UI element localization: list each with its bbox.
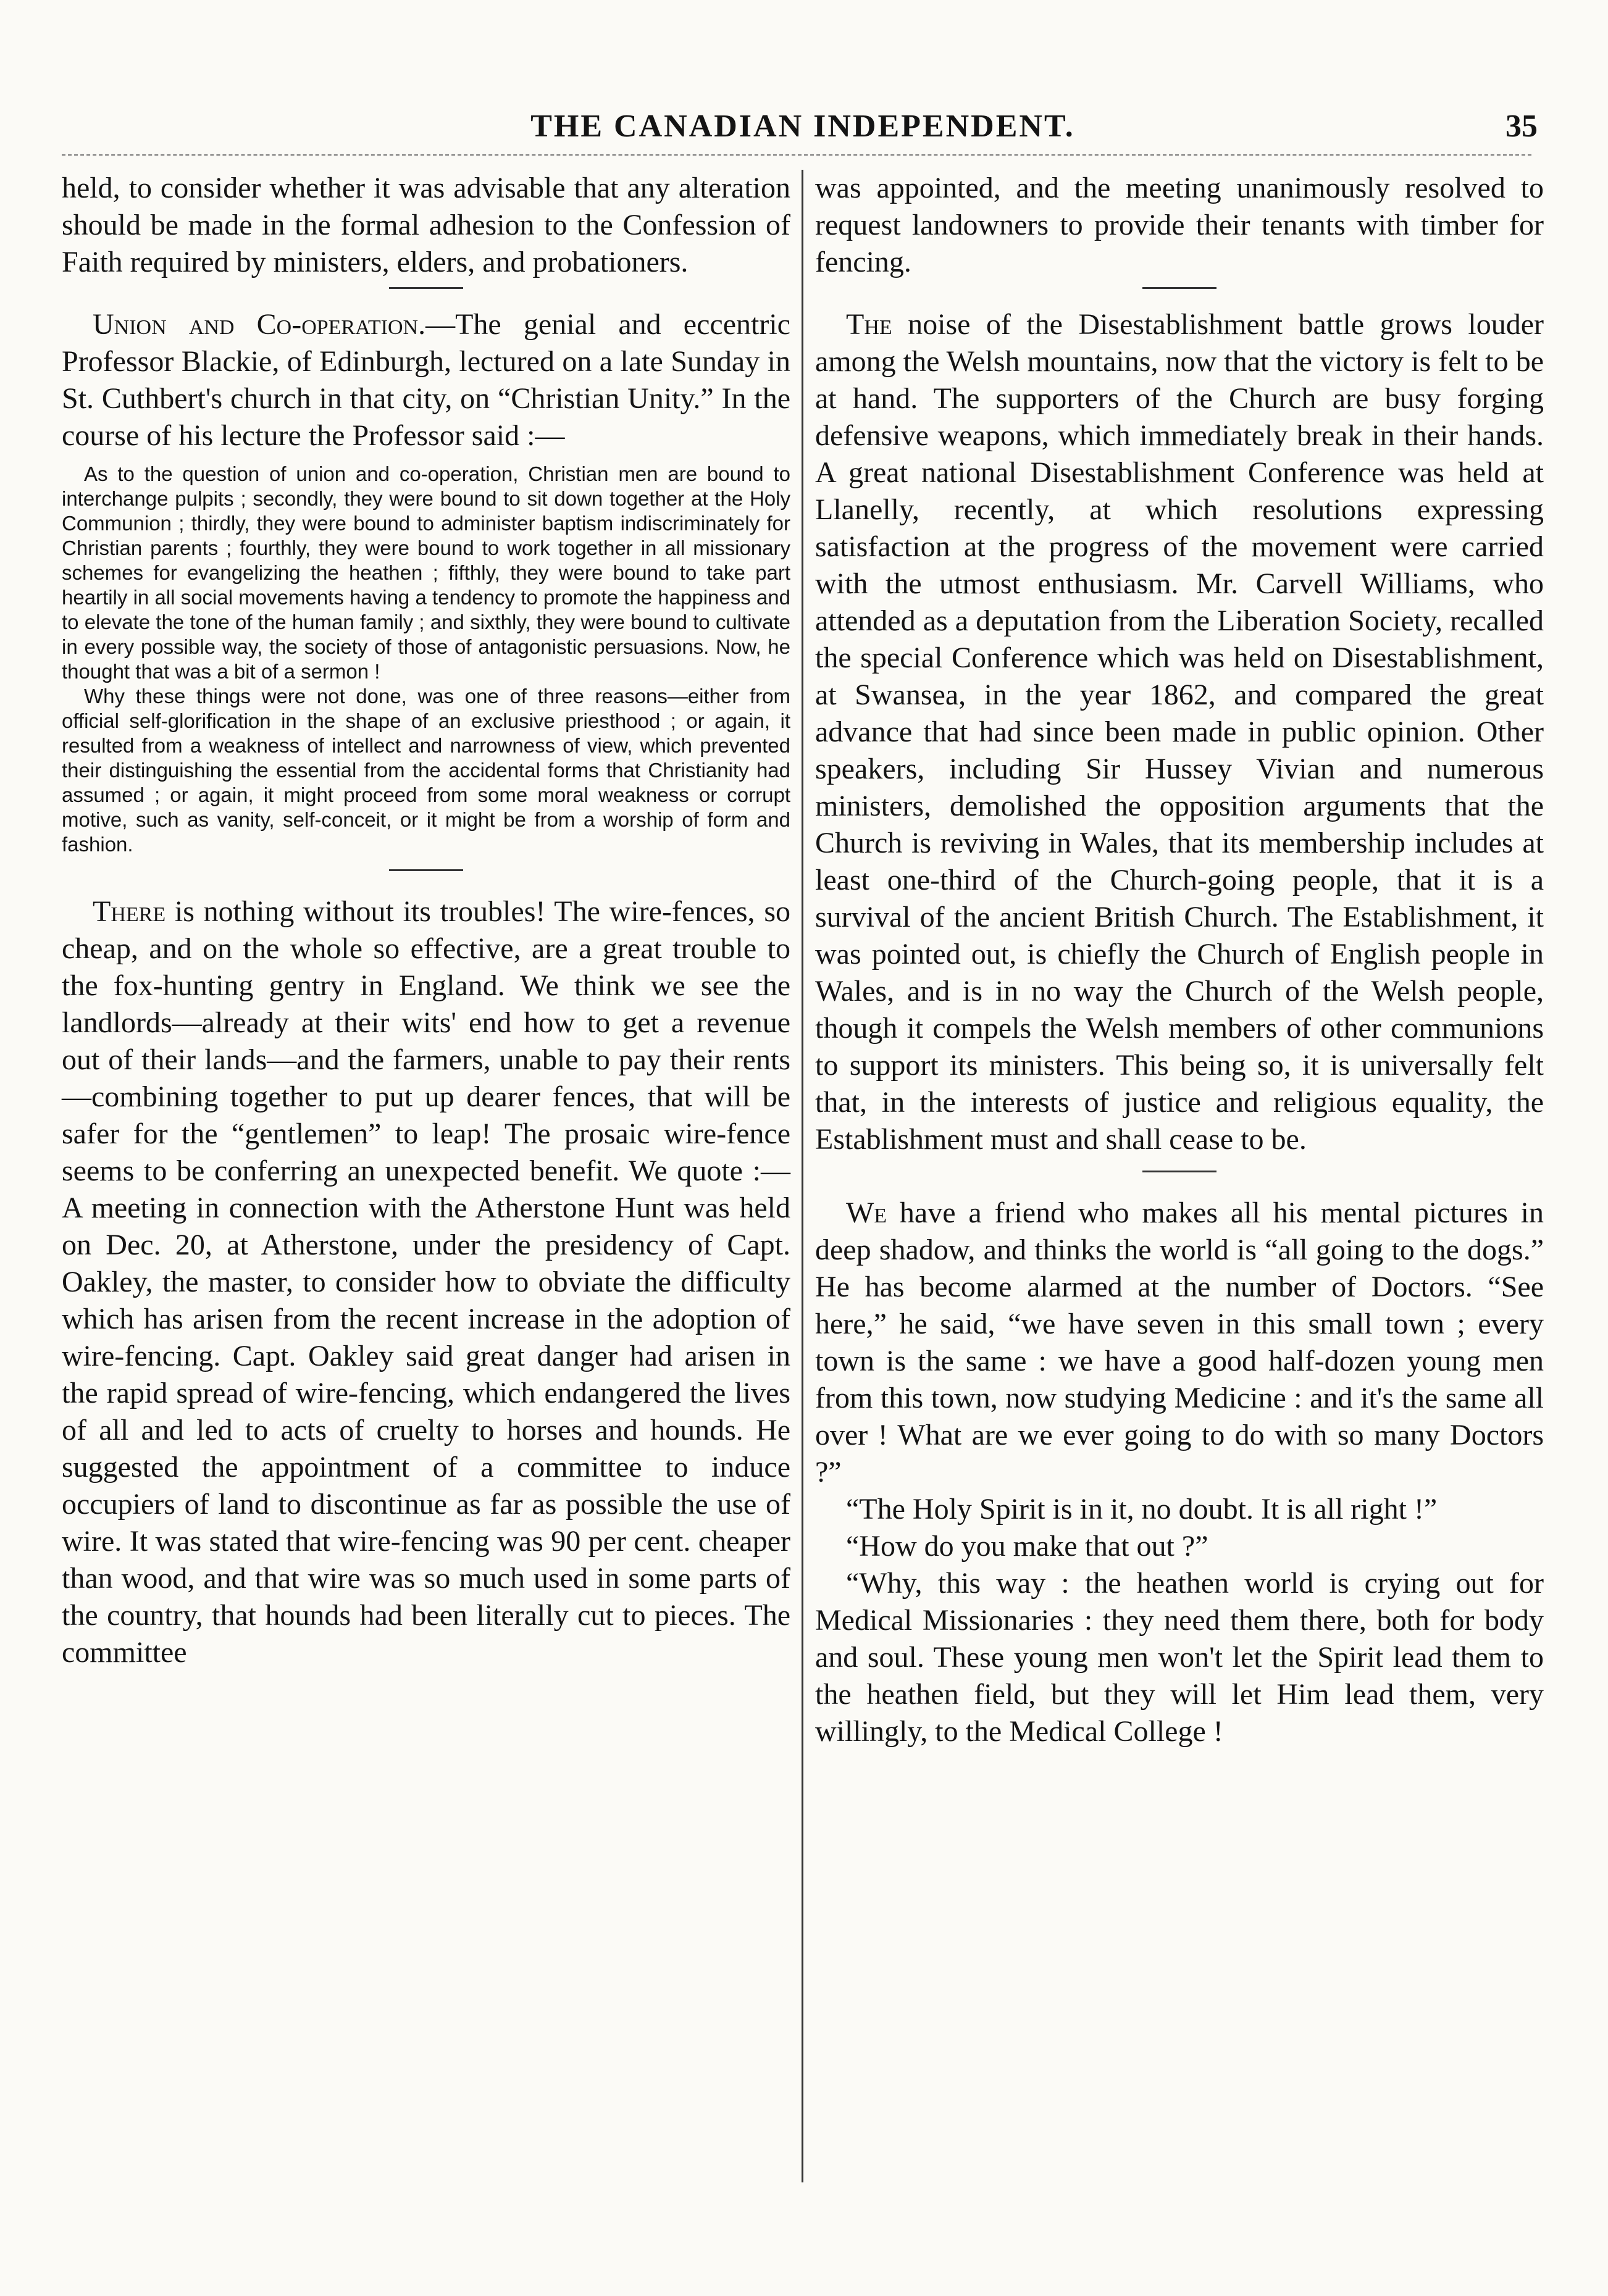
doctors-reply-3: “Why, this way : the heathen world is crying out for Medical Missionaries : they need them there, both for body and soul. These young men won't let the Spirit lead them to the heathen field, but they will let Him lead them, very willingly, to the Medical College ! (815, 1567, 1544, 1748)
section-separator (1142, 287, 1216, 289)
doctors-reply-2: “How do you make that out ?” (846, 1530, 1208, 1563)
wire-fences-paragraph (62, 893, 790, 1671)
continued-paragraph-left: held, to consider whether it was advisable that any alteration should be made in the formal adhesion to the Confession of Faith required by ministers, elders, and probationers. (62, 172, 790, 278)
column-divider (802, 170, 803, 2182)
disestablishment-paragraph (815, 306, 1544, 1158)
union-text: —The genial and eccentric Professor Blackie, of Edinburgh, lectured on a late Sunday in St. Cuthbert's church in that city, on “Christian Unity.” In the course of his lecture the Professor said :— (62, 308, 790, 452)
union-heading: Union and Co-operation. (93, 308, 426, 341)
left-column (62, 170, 790, 1671)
doctors-reply-1: “The Holy Spirit is in it, no doubt. It is all right !” (846, 1493, 1438, 1526)
page-header (62, 102, 1544, 151)
doctors-text: have a friend who makes all his mental pictures in deep shadow, and thinks the world is “all going to the dogs.” He has become alarmed at the number of Doctors. “See here,” he said, “we have seven in this small town ; every town is the same : we have a good half-dozen young men from this town, now studying Medicine : and it's the same all over ! What are we ever going to do with so many Doctors ?” (815, 1196, 1544, 1488)
section-separator (389, 869, 463, 871)
blackie-quote-2: Why these things were not done, was one of three reasons—either from official self-glorification in the shape of an exclusive priesthood ; or again, it resulted from a weakness of intellect and narrowness of view, which prevented their distinguishing the essential from the accidental forms that Christianity had assumed ; or again, it might proceed from some moral weakness or corrupt motive, such as vanity, self-conceit, or it might be from a worship of form and fashion. (62, 685, 790, 856)
section-separator (389, 287, 463, 289)
running-title: THE CANADIAN INDEPENDENT. (530, 109, 1075, 144)
disestablishment-lead: The (846, 308, 892, 341)
right-column (815, 170, 1544, 1750)
union-cooperation-paragraph (62, 306, 790, 454)
header-rule (62, 154, 1531, 156)
blackie-quote-1: As to the question of union and co-operation, Christian men are bound to interchange pulpits ; secondly, they were bound to sit down together at the Holy Communion ; thirdly, they were bound to administer baptism indiscriminately for Christian parents ; fourthly, they were bound to work together in all missionary schemes for evangelizing the heathen ; fifthly, they were bound to take part heartily in all social movements having a tendency to promote the happiness and to elevate the tone of the human family ; and sixthly, they were bound to cultivate in every possible way, the society of those of antagonistic persuasions. Now, he thought that was a bit of a sermon ! (62, 462, 790, 683)
wire-fences-lead: There (93, 895, 166, 928)
page-number: 35 (1505, 109, 1538, 144)
doctors-paragraph (815, 1195, 1544, 1491)
wire-fences-text: is nothing without its troubles! The wire-fences, so cheap, and on the whole so effective, are a great trouble to the fox-hunting gentry in England. We think we see the landlords—already at their wits' end how to get a revenue out of their lands—and the farmers, unable to pay their rents—combining together to put up dearer fences, that will be safer for the “gentlemen” to leap! The prosaic wire-fence seems to be conferring an unexpected benefit. We quote :—A meeting in connection with the Atherstone Hunt was held on Dec. 20, at Atherstone, under the presidency of Capt. Oakley, the master, to consider how to obviate the difficulty which has arisen from the recent increase in the adoption of wire-fencing. Capt. Oakley said great danger had arisen in the rapid spread of wire-fencing, which endangered the lives of all and led to acts of cruelty to horses and hounds. He suggested the appointment of a committee to induce occupiers of land to discontinue as far as possible the use of wire. It was stated that wire-fencing was 90 per cent. cheaper than wood, and that wire was so much used in some parts of the country, that hounds had been literally cut to pieces. The committee (62, 895, 790, 1669)
disestablishment-text: noise of the Disestablishment battle grows louder among the Welsh mountains, now that the victory is felt to be at hand. The supporters of the Church are busy forging defensive weapons, which immediately break in their hands. A great national Disestablishment Conference was held at Llanelly, recently, at which resolutions expressing satisfaction at the progress of the movement were carried with the utmost enthusiasm. Mr. Carvell Williams, who attended as a deputation from the Liberation Society, recalled the special Conference which was held on Disestablishment, at Swansea, in the year 1862, and compared the great advance that had since been made in public opinion. Other speakers, including Sir Hussey Vivian and numerous ministers, demolished the opposition arguments that the Church is reviving in Wales, that its membership includes at least one-third of the Church-going people, that it is a survival of the ancient British Church. The Establishment, it was pointed out, is chiefly the Church of English people in Wales, and is in no way the Church of the Welsh people, though it compels the Welsh members of other communions to support its ministers. This being so, it is universally felt that, in the interests of justice and religious equality, the Establishment must and shall cease to be. (815, 308, 1544, 1156)
section-separator (1142, 1171, 1216, 1172)
doctors-lead: We (846, 1196, 887, 1229)
continued-paragraph-right: was appointed, and the meeting unanimously resolved to request landowners to provide their tenants with timber for fencing. (815, 172, 1544, 278)
